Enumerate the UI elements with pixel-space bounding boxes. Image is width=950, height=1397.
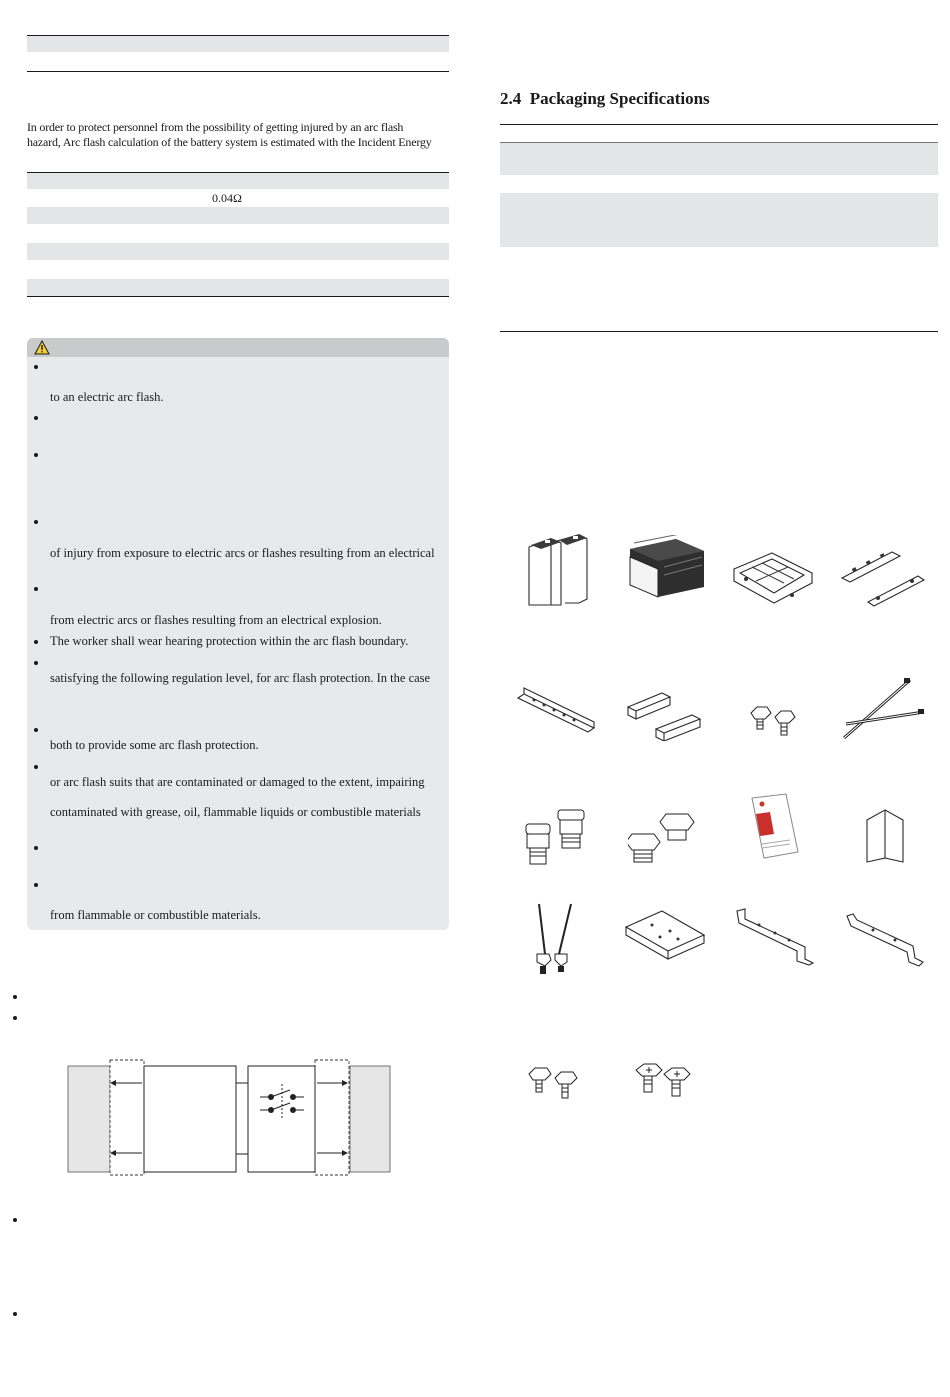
warning-bullet (34, 640, 38, 644)
body-bullet (13, 995, 17, 999)
top-table-rule-2 (27, 71, 449, 72)
intro-line-2: hazard, Arc flash calculation of the battery system is estimated with the Incident Energy (27, 135, 432, 149)
warning-bullet (34, 365, 38, 369)
packaging-table-bottom-rule (500, 331, 938, 332)
warning-bullet (34, 728, 38, 732)
cross-bolt-icon (632, 1062, 694, 1106)
long-bracket-icon (845, 910, 927, 968)
side-bracket-icon (735, 905, 815, 967)
section-title: Packaging Specifications (529, 89, 710, 108)
warning-bullet (34, 846, 38, 850)
warning-line: from flammable or combustible materials. (50, 908, 261, 922)
warning-line: from electric arcs or flashes resulting from an electrical explosion. (50, 613, 382, 627)
cable-tray-icon (732, 547, 814, 607)
warning-line: or arc flash suits that are contaminated or damaged to the extent, impairing (50, 775, 425, 789)
bolt-pair-icon (747, 703, 801, 743)
warning-header (27, 338, 449, 357)
warning-bullet (34, 587, 38, 591)
warning-line: The worker shall wear hearing protection within the arc flash boundary. (50, 634, 409, 648)
body-bullet (13, 1312, 17, 1316)
warning-line: satisfying the following regulation level, for arc flash protection. In the case (50, 671, 431, 685)
warning-line: contaminated with grease, oil, flammable liquids or combustible materials (50, 805, 421, 819)
cable-gland-icon (522, 806, 590, 870)
warning-line: to an electric arc flash. (50, 390, 164, 404)
top-table-row-shaded (27, 36, 449, 52)
intro-line-1: In order to protect personnel from the possibility of getting injured by an arc flash (27, 120, 404, 134)
warning-bullet (34, 765, 38, 769)
mounting-bracket-icon (516, 684, 596, 742)
arc-table-row-5 (27, 243, 449, 260)
ground-cable-icon (525, 900, 585, 976)
arc-table-row-7 (27, 279, 449, 296)
flange-bolt-icon (525, 1064, 585, 1106)
arc-table-row-3 (27, 207, 449, 224)
battery-unit-icon (624, 535, 706, 600)
section-heading (500, 89, 710, 109)
arc-table-resistance: 0.04Ω (212, 191, 242, 205)
cable-tie-icon (840, 676, 928, 742)
section-number: 2.4 (500, 89, 522, 108)
busbar-icon (838, 548, 926, 608)
sealing-plug-icon (628, 808, 698, 870)
packaging-table-row-3 (500, 193, 938, 247)
warning-bullet (34, 520, 38, 524)
body-bullet (13, 1218, 17, 1222)
warning-bullet (34, 453, 38, 457)
warning-bullet (34, 661, 38, 665)
packaging-table-row-1 (500, 143, 938, 175)
warning-line: of injury from exposure to electric arcs or flashes resulting from an electrical (50, 546, 435, 560)
warning-bullet (34, 883, 38, 887)
warning-line: both to provide some arc flash protection. (50, 738, 259, 752)
arc-table-row-1 (27, 173, 449, 189)
arc-table-bottom-rule (27, 296, 449, 297)
manual-booklet-icon (750, 792, 800, 862)
packaging-table-top-rule (500, 124, 938, 125)
warning-triangle-icon (34, 340, 50, 355)
spacer-block-icon (626, 689, 704, 741)
warning-bullet (34, 416, 38, 420)
body-bullet (13, 1016, 17, 1020)
base-plate-icon (622, 905, 708, 965)
battery-module-icon (525, 533, 589, 608)
arc-flash-boundary-diagram (60, 1058, 400, 1182)
folded-card-icon (865, 808, 905, 864)
